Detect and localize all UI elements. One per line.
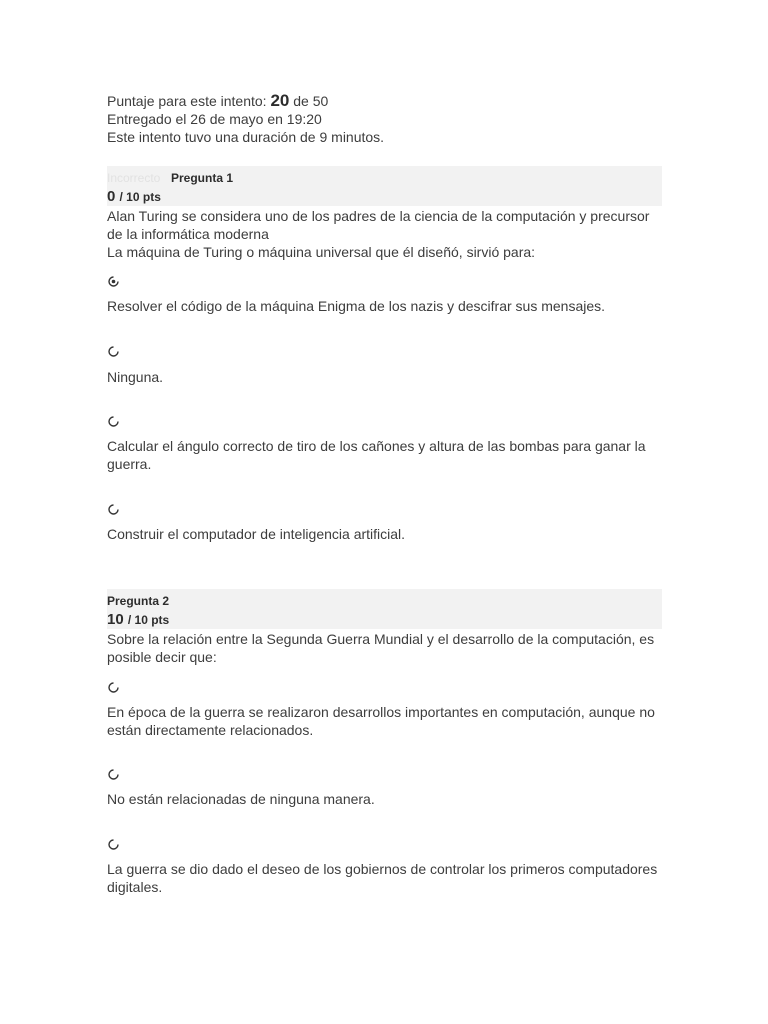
attempt-duration: Este intento tuvo una duración de 9 minutos. — [107, 129, 385, 145]
question-2-header — [107, 589, 662, 629]
question-2-text: Sobre la relación entre la Segunda Guerra Mundial y el desarrollo de la computación, es posible decir que: — [107, 631, 655, 665]
question-1-answer-1-radio[interactable] — [108, 276, 119, 287]
question-2-answer-1: En época de la guerra se realizaron desarrollos importantes en computación, aunque no están directamente relacionados. — [107, 704, 655, 738]
question-2-answer-2: No están relacionadas de ninguna manera. — [107, 791, 375, 807]
question-1-header — [107, 166, 662, 206]
question-1-text-intro: Alan Turing se considera uno de los padres de la ciencia de la computación y precursor de la informática moderna — [107, 208, 650, 242]
question-1-max-points: / 10 pts — [119, 190, 161, 204]
question-1-text — [107, 207, 667, 261]
question-1-title: Pregunta 1 — [171, 171, 234, 185]
question-1-text-prompt: La máquina de Turing o máquina universal que él diseñó, sirvió para: — [107, 244, 536, 260]
question-1-answer-1: Resolver el código de la máquina Enigma de los nazis y descifrar sus mensajes. — [107, 298, 606, 314]
question-2-points: 10 — [107, 611, 124, 628]
question-1-answer-3-radio[interactable] — [108, 416, 119, 427]
question-2-answer-2-radio[interactable] — [108, 769, 119, 780]
question-2-answer-1-radio[interactable] — [108, 682, 119, 693]
score-line — [107, 92, 384, 110]
attempt-summary — [107, 92, 384, 146]
question-2-answer-3-radio[interactable] — [108, 839, 119, 850]
question-2-score — [107, 611, 169, 628]
question-1-score — [107, 188, 161, 205]
question-1-answer-2-radio[interactable] — [108, 346, 119, 357]
score-value: 20 — [270, 91, 290, 110]
question-1-status-label: Incorrecto — [107, 171, 161, 185]
question-2-answer-3: La guerra se dio dado el deseo de los gobiernos de controlar los primeros computadores digitales. — [107, 861, 658, 895]
submitted-date: Entregado el 26 de mayo en 19:20 — [107, 111, 322, 127]
question-2-max-points: / 10 pts — [127, 613, 170, 627]
question-1-answer-4-radio[interactable] — [108, 504, 119, 515]
question-1-answer-4: Construir el computador de inteligencia artificial. — [107, 526, 406, 542]
score-prefix: Puntaje para este intento: — [107, 93, 267, 109]
score-suffix: de 50 — [293, 93, 329, 109]
question-1-answer-3: Calcular el ángulo correcto de tiro de los cañones y altura de las bombas para ganar la guerra. — [107, 438, 646, 472]
question-2-title: Pregunta 2 — [107, 594, 170, 608]
question-1-answer-2: Ninguna. — [107, 369, 164, 385]
question-1-points: 0 — [107, 188, 116, 205]
